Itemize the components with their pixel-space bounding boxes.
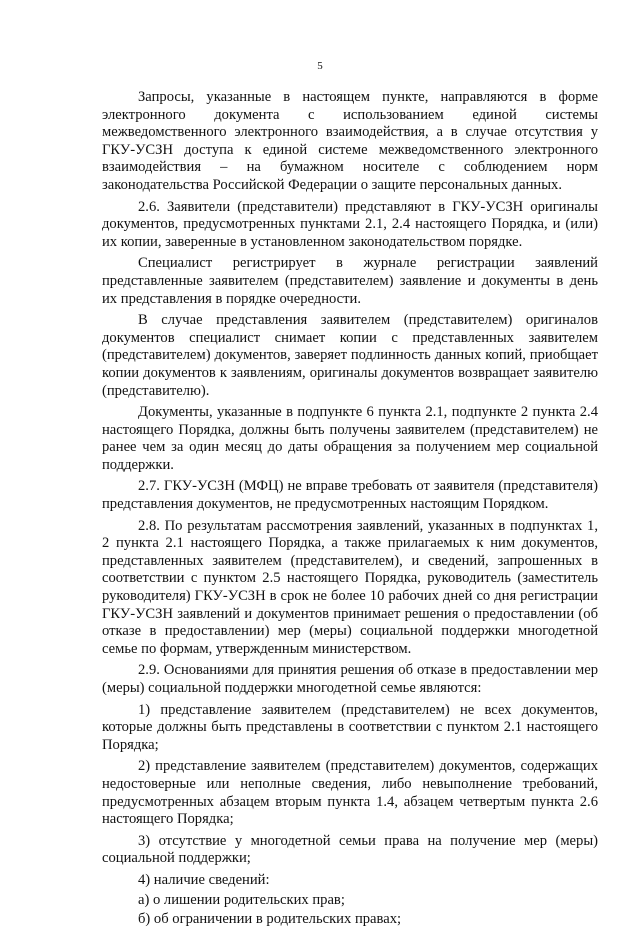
list-item-1: 1) представление заявителем (представителем) не всех документов, которые должны быть представлены в соответствии с пунктом 2.1 настоящего Порядка; bbox=[102, 701, 598, 753]
list-item-2: 2) представление заявителем (представителем) документов, содержащих недостоверные или неполные сведения, либо невыполнение требований, предусмотренных абзацем вторым пункта 1.4, абзацем четвертым пункта 2.6 настоящего Порядка; bbox=[102, 758, 598, 828]
paragraph-originals-copies: В случае представления заявителем (представителем) оригиналов документов специалист снимает копии с представленных заявителем (представителем) документов, заверяет подлинность данных копий, приобщает копии документов к заявлениям, оригиналы документов возвращает заявителю (представителю). bbox=[102, 312, 598, 399]
paragraph-specialist-registers: Специалист регистрирует в журнале регистрации заявлений представленные заявителем (представителем) заявление и документы в день их представления в порядке очередности. bbox=[102, 255, 598, 307]
list-item-4b: б) об ограничении в родительских правах; bbox=[138, 911, 402, 928]
document-body bbox=[102, 89, 598, 931]
paragraph-2-7: 2.7. ГКУ-УСЗН (МФЦ) не вправе требовать от заявителя (представителя) представления документов, не предусмотренных настоящим Порядком. bbox=[102, 478, 598, 513]
list-item-4: 4) наличие сведений: bbox=[138, 871, 270, 888]
list-item-4a: а) о лишении родительских прав; bbox=[138, 891, 345, 908]
page-number: 5 bbox=[317, 60, 323, 72]
paragraph-2-9: 2.9. Основаниями для принятия решения об отказе в предоставлении мер (меры) социальной поддержки многодетной семье являются: bbox=[102, 662, 598, 696]
paragraph-2-6: 2.6. Заявители (представители) представляют в ГКУ-УСЗН оригиналы документов, предусмотренных пунктами 2.1, 2.4 настоящего Порядка, и (или) их копии, заверенные в установленном законодательством порядке. bbox=[102, 198, 598, 250]
list-item-3: 3) отсутствие у многодетной семьи права на получение мер (меры) социальной поддержки; bbox=[102, 832, 598, 867]
paragraph-documents-deadline: Документы, указанные в подпункте 6 пункта 2.1, подпункте 2 пункта 2.4 настоящего Порядка, должны быть получены заявителем (представителем) не ранее чем за один месяц до даты обращения за получением мер социальной поддержки. bbox=[102, 404, 598, 473]
paragraph-requests-form: Запросы, указанные в настоящем пункте, направляются в форме электронного документа с использованием единой системы межведомственного электронного взаимодействия, а в случае отсутствия у ГКУ-УСЗН доступа к единой системе межведомственного электронного взаимодействия – на бумажном носителе с соблюдением норм законодательства Российской Федерации о защите персональных данных. bbox=[102, 89, 598, 193]
paragraph-2-8: 2.8. По результатам рассмотрения заявлений, указанных в подпунктах 1, 2 пункта 2.1 настоящего Порядка, а также прилагаемых к ним документов, представленных заявителем (представителем), и сведений, запрошенных в соответствии с пунктом 2.5 настоящего Порядка, руководитель (заместитель руководителя) ГКУ-УСЗН в срок не более 10 рабочих дней со дня регистрации ГКУ-УСЗН заявлений и документов принимает решения о предоставлении (об отказе в предоставлении) мер (меры) социальной поддержки многодетной семье по формам, утвержденным министерством. bbox=[102, 517, 598, 657]
